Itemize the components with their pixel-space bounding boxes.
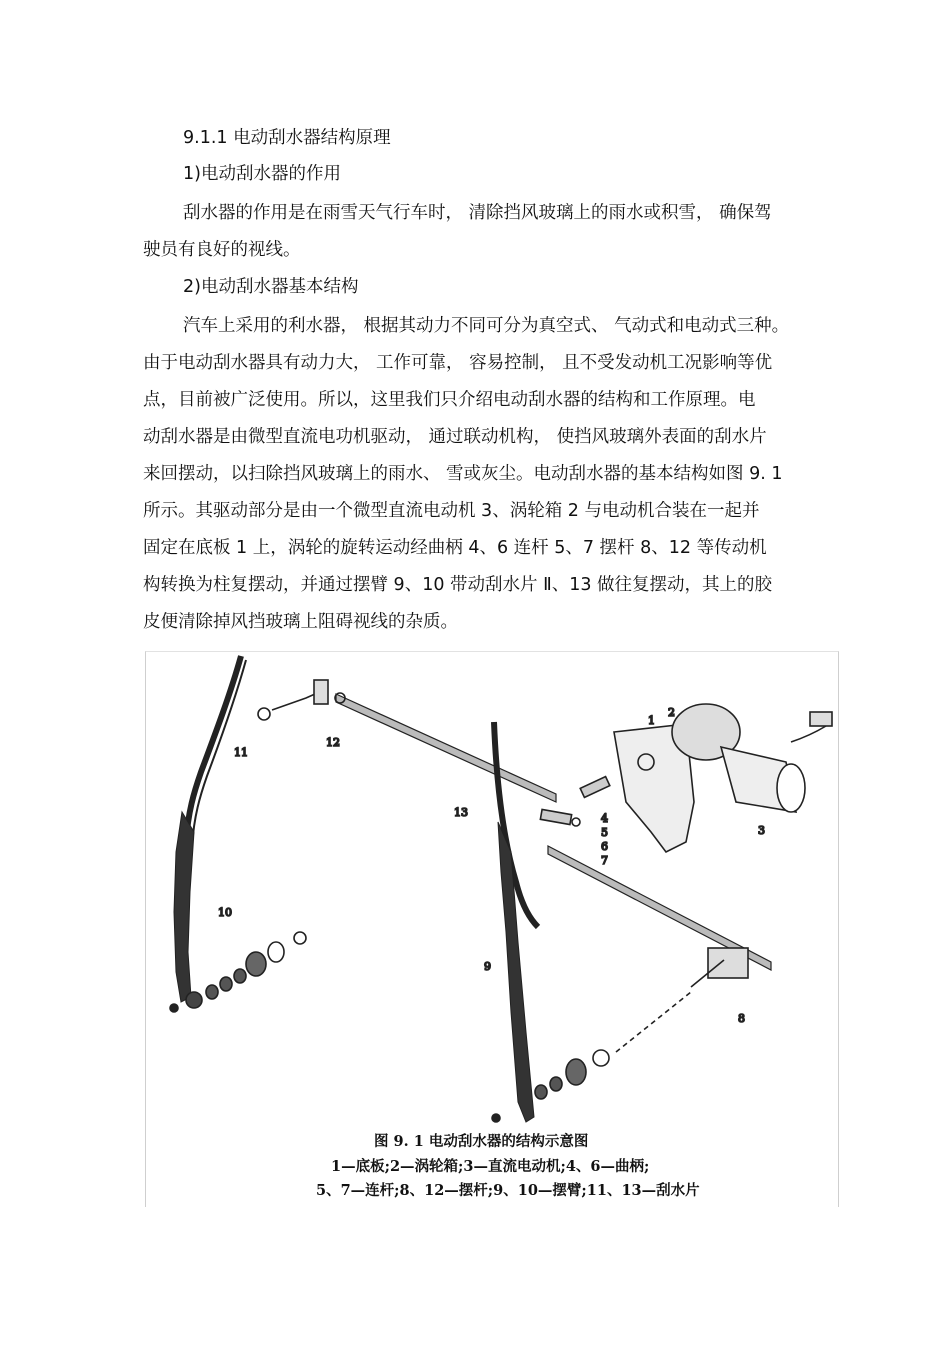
wiper-structure-figure bbox=[145, 651, 839, 1207]
wiper-arm-10 bbox=[174, 812, 194, 1002]
para2-line: 所示。其驱动部分是由一个微型直流电动机 3、涡轮箱 2 与电动机合装在一起并 bbox=[143, 501, 760, 521]
label-12: 12 bbox=[326, 736, 340, 749]
para2-line: 来回摆动，以扫除挡风玻璃上的雨水、 雪或灰尘。电动刮水器的基本结构如图 9. 1 bbox=[143, 464, 783, 484]
wiper-blade-13 bbox=[494, 722, 538, 927]
para2-line: 汽车上采用的利水器， 根据其动力不同可分为真空式、 气动式和电动式三种。 bbox=[183, 316, 790, 336]
label-4: 4 bbox=[601, 812, 608, 825]
label-6: 6 bbox=[601, 840, 608, 853]
figure-caption-line1: 1—底板;2—涡轮箱;3—直流电动机;4、6—曲柄; bbox=[331, 1158, 650, 1175]
section-heading: 9.1.1 电动刮水器结构原理 bbox=[183, 128, 391, 148]
crank-6 bbox=[540, 809, 571, 824]
para2-line: 皮便清除掉风挡玻璃上阻碍视线的杂质。 bbox=[143, 612, 458, 632]
wiper-blade-11 bbox=[186, 656, 241, 842]
label-1: 1 bbox=[648, 714, 655, 727]
para2-line: 构转换为柱复摆动，并通过摆臂 9、10 带动刮水片 Ⅱ、13 做往复摆动，其上的胶 bbox=[143, 575, 773, 595]
para2-line: 固定在底板 1 上，涡轮的旋转运动经曲柄 4、6 连杆 5、7 摆杆 8、12 等传动机 bbox=[143, 538, 767, 558]
label-5: 5 bbox=[601, 826, 608, 839]
figure-caption-title: 图 9. 1 电动刮水器的结构示意图 bbox=[374, 1133, 589, 1150]
label-9: 9 bbox=[484, 960, 491, 973]
para1-line: 驶员有良好的视线。 bbox=[143, 240, 301, 260]
para1-line: 刮水器的作用是在雨雪天气行车时， 清除挡风玻璃上的雨水或积雪， 确保驾 bbox=[183, 203, 772, 223]
label-13: 13 bbox=[454, 806, 468, 819]
label-3: 3 bbox=[758, 824, 765, 837]
label-8: 8 bbox=[738, 1012, 745, 1025]
wiper-arm-9 bbox=[498, 822, 534, 1122]
figure-caption-line2: 5、7—连杆;8、12—摆杆;9、10—摆臂;11、13—刮水片 bbox=[316, 1182, 700, 1199]
crank-4 bbox=[580, 777, 610, 798]
label-2: 2 bbox=[668, 706, 675, 719]
para2-line: 由于电动刮水器具有动力大， 工作可靠， 容易控制， 且不受发动机工况影响等优 bbox=[143, 353, 773, 373]
wiper-diagram bbox=[146, 652, 838, 1207]
link-rod-5 bbox=[336, 694, 556, 802]
para2-line: 动刮水器是由微型直流电功机驱动， 通过联动机构， 使挡风玻璃外表面的刮水片 bbox=[143, 427, 767, 447]
label-7: 7 bbox=[601, 854, 608, 867]
para2-line: 点，目前被广泛使用。所以，这里我们只介绍电动刮水器的结构和工作原理。电 bbox=[143, 390, 756, 410]
label-11: 11 bbox=[234, 746, 248, 759]
subheading-function: 1)电动刮水器的作用 bbox=[183, 164, 341, 184]
pivot-lever-8 bbox=[708, 948, 748, 978]
label-10: 10 bbox=[218, 906, 232, 919]
pivot-washer bbox=[186, 992, 202, 1008]
subheading-structure: 2)电动刮水器基本结构 bbox=[183, 277, 359, 297]
